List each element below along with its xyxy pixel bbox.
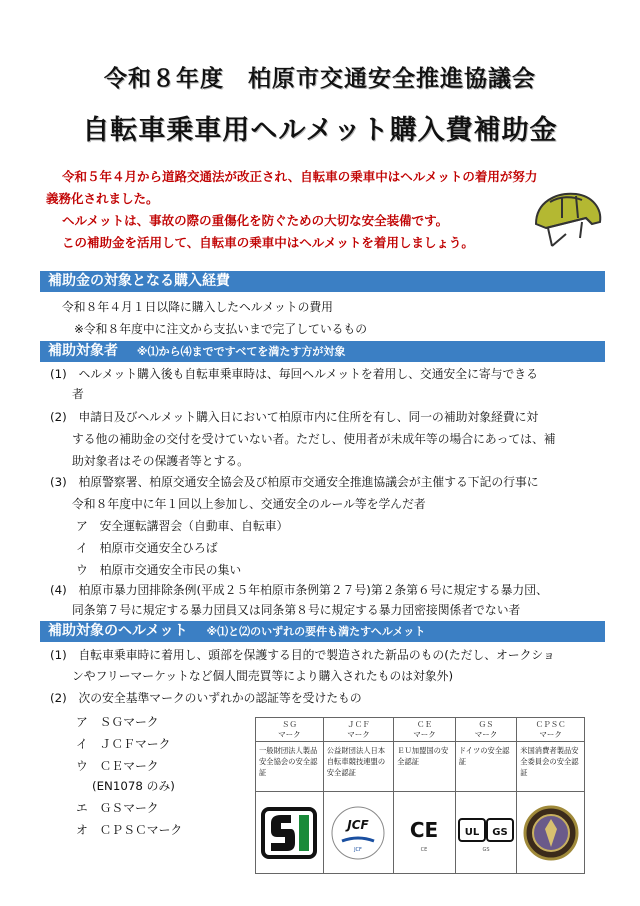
- event-item: イ 柏原市交通安全ひろば: [76, 541, 218, 555]
- section-heading-eligible-persons: [40, 341, 605, 362]
- ce-mark-icon: [396, 809, 452, 857]
- section-heading-eligible-persons-label: 補助対象者: [48, 343, 118, 359]
- mark-item: イ ＪＣＦマーク: [76, 737, 171, 751]
- mark-item: ウ ＣＥマーク: [76, 759, 159, 773]
- expense-line-2: ※令和８年度中に注文から支払いまで完了しているもの: [74, 322, 368, 336]
- mark-header-jcf: ＪＣＦ マーク: [323, 718, 393, 742]
- mark-item-note: (EN1078 のみ): [92, 779, 175, 793]
- sg-mark-icon: [261, 807, 317, 859]
- mark-header-gs: ＧＳ マーク: [455, 718, 516, 742]
- event-item: ウ 柏原市交通安全市民の集い: [76, 563, 242, 577]
- sg-logo-cell: [256, 792, 324, 874]
- section-heading-eligible-helmets: [40, 621, 605, 642]
- intro-line-2: 義務化されました。: [46, 191, 159, 206]
- person-line: 助対象者はその保護者等とする。: [72, 454, 249, 468]
- svg-text:CE: CE: [410, 817, 439, 842]
- person-line: (4) 柏原市暴力団排除条例(平成２５年柏原市条例第２７号)第２条第６号に規定する暴力団、: [50, 583, 548, 597]
- mark-desc-ce: ＥＵ加盟国の安全認証: [394, 742, 456, 792]
- intro-line-4: この補助金を活用して、自転車の乗車中はヘルメットを着用しましょう。: [62, 235, 474, 250]
- section-heading-eligible-persons-note: ※⑴から⑷までですべてを満たす方が対象: [136, 345, 346, 358]
- jcf-logo-cell: [323, 792, 393, 874]
- safety-mark-table: [255, 717, 585, 874]
- mark-desc-sg: 一般財団法人製品安全協会の安全認証: [256, 742, 324, 792]
- intro-text: [46, 166, 542, 254]
- mark-header-sg: ＳＧ マーク: [256, 718, 324, 742]
- page-subtitle: 自転車乗車用ヘルメット購入費補助金: [82, 115, 558, 146]
- svg-text:GS: GS: [482, 846, 490, 853]
- mark-desc-cpsc: 米国消費者製品安全委員会の安全認証: [517, 742, 585, 792]
- svg-text:JCF: JCF: [347, 817, 370, 832]
- person-line: (3) 柏原警察署、柏原交通安全協会及び柏原市交通安全推進協議会が主催する下記の行事に: [50, 475, 539, 489]
- section-heading-eligible-helmets-label: 補助対象のヘルメット: [48, 623, 188, 639]
- person-line: 令和８年度中に年１回以上参加し、交通安全のルール等を学んだ者: [72, 497, 426, 511]
- ce-logo-cell: [394, 792, 456, 874]
- mark-header-cpsc: ＣＰＳＣ マーク: [517, 718, 585, 742]
- mark-desc-gs: ドイツの安全認証: [455, 742, 516, 792]
- svg-text:UL: UL: [464, 826, 480, 838]
- mark-item: ア ＳＧマーク: [76, 715, 159, 729]
- mark-item: エ ＧＳマーク: [76, 801, 159, 815]
- svg-text:GS: GS: [492, 826, 508, 838]
- helmet-line: (2) 次の安全基準マークのいずれかの認証等を受けたもの: [50, 691, 362, 705]
- expense-line-1: 令和８年４月１日以降に購入したヘルメットの費用: [62, 300, 333, 314]
- person-line: 同条第７号に規定する暴力団員又は同条第８号に規定する暴力団密接関係者でない者: [72, 603, 521, 617]
- mark-desc-jcf: 公益財団法人日本自転車競技連盟の安全認証: [323, 742, 393, 792]
- cpsc-mark-icon: [523, 805, 579, 861]
- intro-line-3: ヘルメットは、事故の際の重傷化を防ぐための大切な安全装備です。: [62, 213, 449, 228]
- cpsc-logo-cell: [517, 792, 585, 874]
- section-heading-eligible-expenses: 補助金の対象となる購入経費: [40, 271, 605, 292]
- jcf-mark-icon: [330, 805, 386, 861]
- event-item: ア 安全運転講習会（自動車、自転車）: [76, 519, 289, 533]
- intro-line-1: 令和５年４月から道路交通法が改正され、自転車の乗車中はヘルメットの着用が努力: [62, 169, 538, 184]
- helmet-icon: [532, 188, 604, 252]
- mark-header-ce: ＣＥ マーク: [394, 718, 456, 742]
- svg-text:JCF: JCF: [354, 846, 363, 853]
- gs-mark-icon: [457, 809, 515, 857]
- svg-text:CE: CE: [421, 846, 428, 853]
- gs-logo-cell: [455, 792, 516, 874]
- person-line: (2) 申請日及びヘルメット購入日において柏原市内に住所を有し、同一の補助対象経費に対: [50, 410, 539, 424]
- helmet-line: ンやフリーマーケットなど個人間売買等により購入されたものは対象外): [72, 669, 454, 683]
- mark-item: オ ＣＰＳＣマーク: [76, 823, 183, 837]
- person-line: 者: [72, 387, 84, 401]
- helmet-line: (1) 自転車乗車時に着用し、頭部を保護する目的で製造された新品のもの(ただし、オークショ: [50, 648, 555, 662]
- person-line: する他の補助金の交付を受けていない者。ただし、使用者が未成年等の場合にあっては、補: [72, 432, 556, 446]
- page-title: 令和８年度 柏原市交通安全推進協議会: [104, 66, 536, 92]
- person-line: (1) ヘルメット購入後も自転車乗車時は、毎回ヘルメットを着用し、交通安全に寄与できる: [50, 367, 538, 381]
- section-heading-eligible-helmets-note: ※⑴と⑵のいずれの要件も満たすヘルメット: [206, 625, 426, 638]
